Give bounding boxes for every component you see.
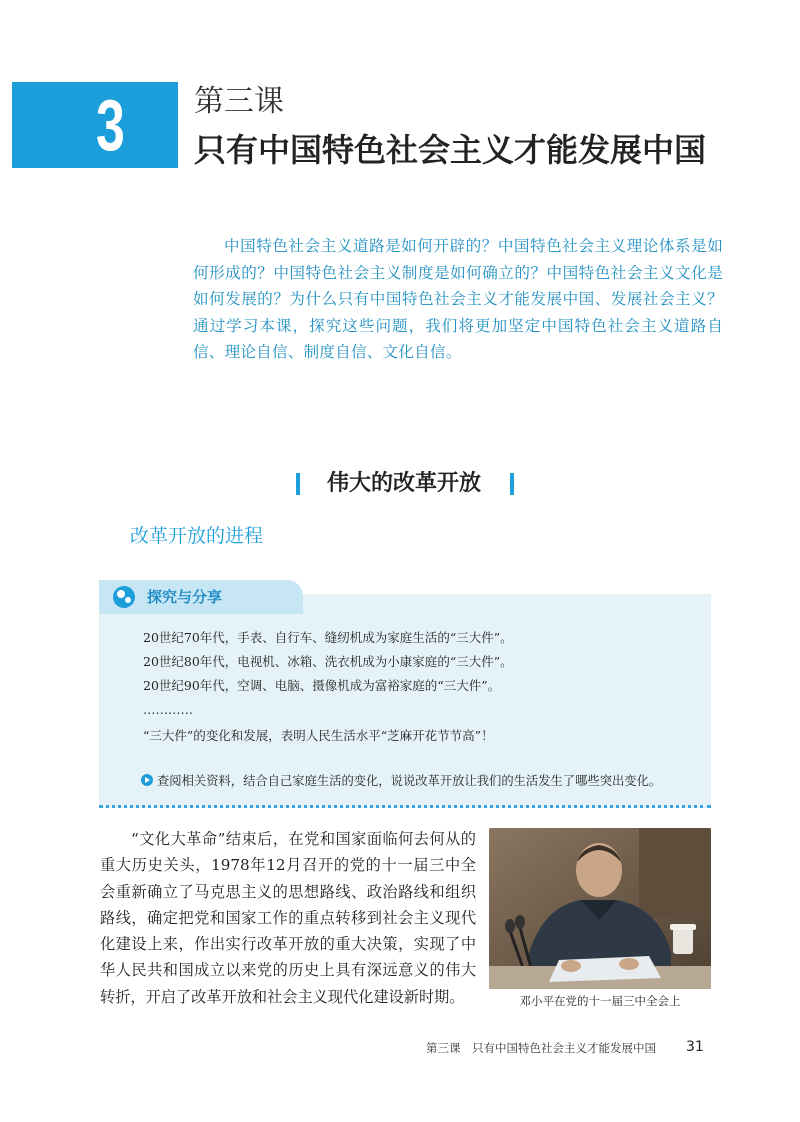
explore-line: 20世纪70年代，手表、自行车、缝纫机成为家庭生活的“三大件”。 — [143, 630, 513, 645]
body-paragraph: “文化大革命”结束后，在党和国家面临何去何从的重大历史关头，1978年12月召开的党的十一届三中全会重新确立了马克思主义的思想路线、政治路线和组织路线，确定把党和国家工作的重点转移到社会主义现代化建设上来，作出实行改革开放的重大决策，实现了中华人民共和国成立以来党的历史上具有深远意义的伟大转折，开启了改革开放和社会主义现代化建设新时期。 — [100, 830, 476, 1006]
explore-icon — [113, 586, 135, 608]
explore-title: 探究与分享 — [147, 588, 223, 606]
dotted-divider — [99, 805, 711, 808]
explore-line: 20世纪90年代，空调、电脑、摄像机成为富裕家庭的“三大件”。 — [143, 678, 501, 693]
photo-deng-xiaoping — [489, 828, 711, 989]
explore-tab — [99, 580, 303, 614]
lesson-number-box — [12, 82, 178, 168]
footer-running-title: 第三课 只有中国特色社会主义才能发展中国 — [426, 1041, 656, 1055]
explore-question — [141, 771, 661, 791]
explore-question-text: 查阅相关资料，结合自己家庭生活的变化，说说改革开放让我们的生活发生了哪些突出变化。 — [157, 774, 662, 788]
explore-ellipsis: ………… — [143, 702, 193, 717]
page-number: 31 — [686, 1039, 704, 1055]
section-bar-left — [296, 473, 300, 495]
lesson-label: 第三课 — [194, 84, 284, 119]
section-heading — [0, 466, 800, 502]
lesson-number: 3 — [96, 86, 125, 166]
intro-paragraph: 中国特色社会主义道路是如何开辟的？中国特色社会主义理论体系是如何形成的？中国特色社会主义制度是如何确立的？中国特色社会主义文化是如何发展的？为什么只有中国特色社会主义才能发展中国、发展社会主义？通过学习本课，探究这些问题，我们将更加坚定中国特色社会主义道路自信、理论自信、制度自信、文化自信。 — [193, 237, 723, 361]
photo-illustration — [489, 828, 711, 989]
play-arrow-icon — [141, 774, 153, 786]
explore-line: “三大件”的变化和发展，表明人民生活水平“芝麻开花节节高”！ — [143, 728, 494, 743]
section-bar-right — [510, 473, 514, 495]
photo-caption: 邓小平在党的十一届三中全会上 — [519, 994, 681, 1008]
subheading: 改革开放的进程 — [130, 525, 264, 547]
section-title: 伟大的改革开放 — [326, 471, 481, 496]
lesson-title: 只有中国特色社会主义才能发展中国 — [194, 131, 707, 169]
explore-line: 20世纪80年代，电视机、冰箱、洗衣机成为小康家庭的“三大件”。 — [143, 654, 513, 669]
explore-share-box — [99, 580, 711, 808]
